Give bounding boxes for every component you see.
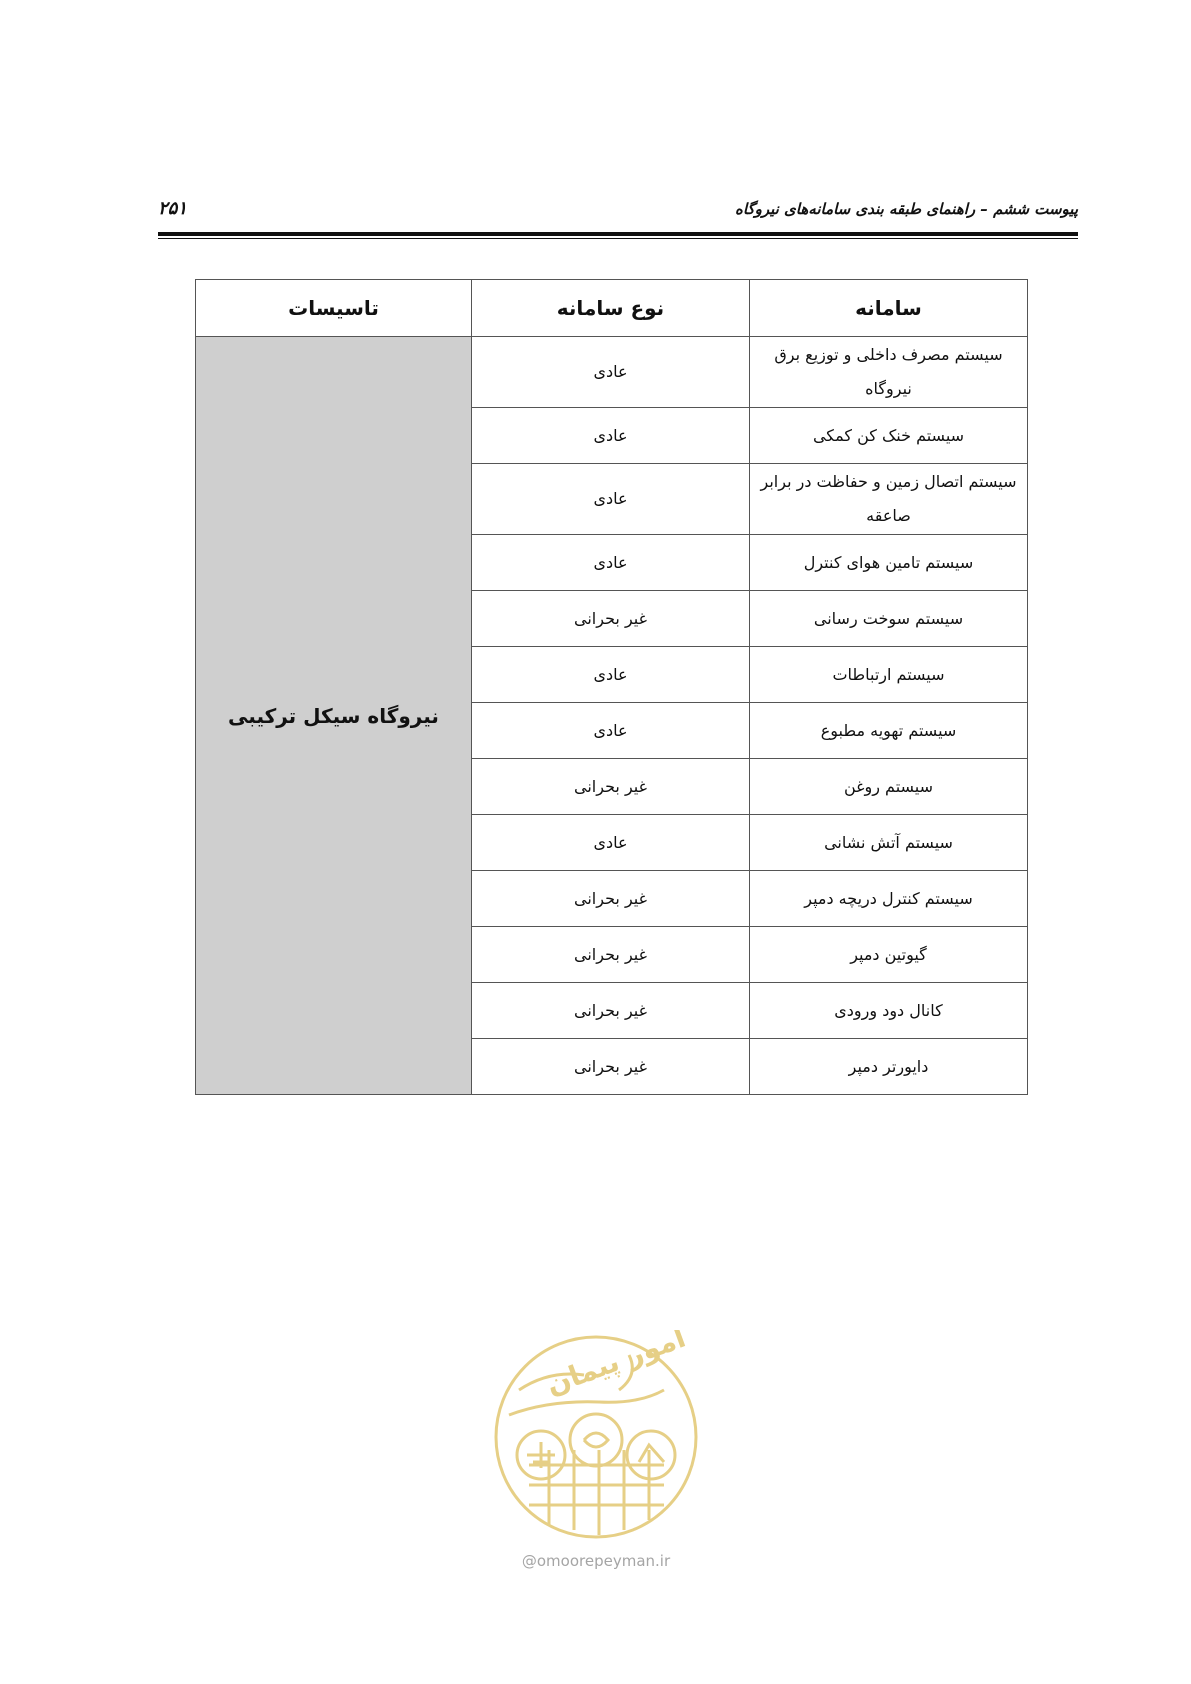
system-cell: سیستم آتش نشانی bbox=[750, 815, 1028, 871]
facility-cell: نیروگاه سیکل ترکیبی bbox=[196, 337, 472, 1095]
header-rule-thin bbox=[158, 238, 1078, 239]
page-number: ۲۵۱ bbox=[158, 198, 188, 219]
header-rule bbox=[158, 232, 1078, 236]
header-title: پیوست ششم – راهنمای طبقه بندی سامانه‌های نیروگاه bbox=[735, 200, 1078, 218]
type-cell: غیر بحرانی bbox=[472, 591, 750, 647]
type-cell: عادی bbox=[472, 464, 750, 535]
system-cell: کانال دود ورودی bbox=[750, 983, 1028, 1039]
logo-text: امور پیمان bbox=[541, 1330, 690, 1402]
type-cell: غیر بحرانی bbox=[472, 1039, 750, 1095]
type-cell: غیر بحرانی bbox=[472, 871, 750, 927]
header-facility: تاسیسات bbox=[196, 280, 472, 337]
type-cell: غیر بحرانی bbox=[472, 759, 750, 815]
system-cell: سیستم خنک کن کمکی bbox=[750, 408, 1028, 464]
table-header-row bbox=[196, 280, 1028, 337]
type-cell: عادی bbox=[472, 408, 750, 464]
system-cell: سیستم اتصال زمین و حفاظت در برابر صاعقه bbox=[750, 464, 1028, 535]
type-cell: عادی bbox=[472, 535, 750, 591]
system-cell: سیستم مصرف داخلی و توزیع برق نیروگاه bbox=[750, 337, 1028, 408]
type-cell: غیر بحرانی bbox=[472, 927, 750, 983]
system-cell: سیستم تامین هوای کنترل bbox=[750, 535, 1028, 591]
system-cell: سیستم روغن bbox=[750, 759, 1028, 815]
type-cell: عادی bbox=[472, 337, 750, 408]
system-cell: سیستم سوخت رسانی bbox=[750, 591, 1028, 647]
type-cell: غیر بحرانی bbox=[472, 983, 750, 1039]
type-cell: عادی bbox=[472, 647, 750, 703]
system-cell: سیستم ارتباطات bbox=[750, 647, 1028, 703]
watermark-site: @omoorepeyman.ir bbox=[521, 1552, 671, 1570]
header-system-type: نوع سامانه bbox=[472, 280, 750, 337]
watermark-logo bbox=[489, 1330, 703, 1580]
system-cell: گیوتین دمپر bbox=[750, 927, 1028, 983]
header-system: سامانه bbox=[750, 280, 1028, 337]
system-cell: سیستم کنترل دریچه دمپر bbox=[750, 871, 1028, 927]
system-cell: دایورتر دمپر bbox=[750, 1039, 1028, 1095]
systems-table bbox=[195, 279, 1028, 1095]
type-cell: عادی bbox=[472, 703, 750, 759]
table-row bbox=[196, 337, 1028, 408]
type-cell: عادی bbox=[472, 815, 750, 871]
system-cell: سیستم تهویه مطبوع bbox=[750, 703, 1028, 759]
logo-emblem-icon bbox=[489, 1330, 703, 1544]
page-header bbox=[158, 192, 1078, 232]
